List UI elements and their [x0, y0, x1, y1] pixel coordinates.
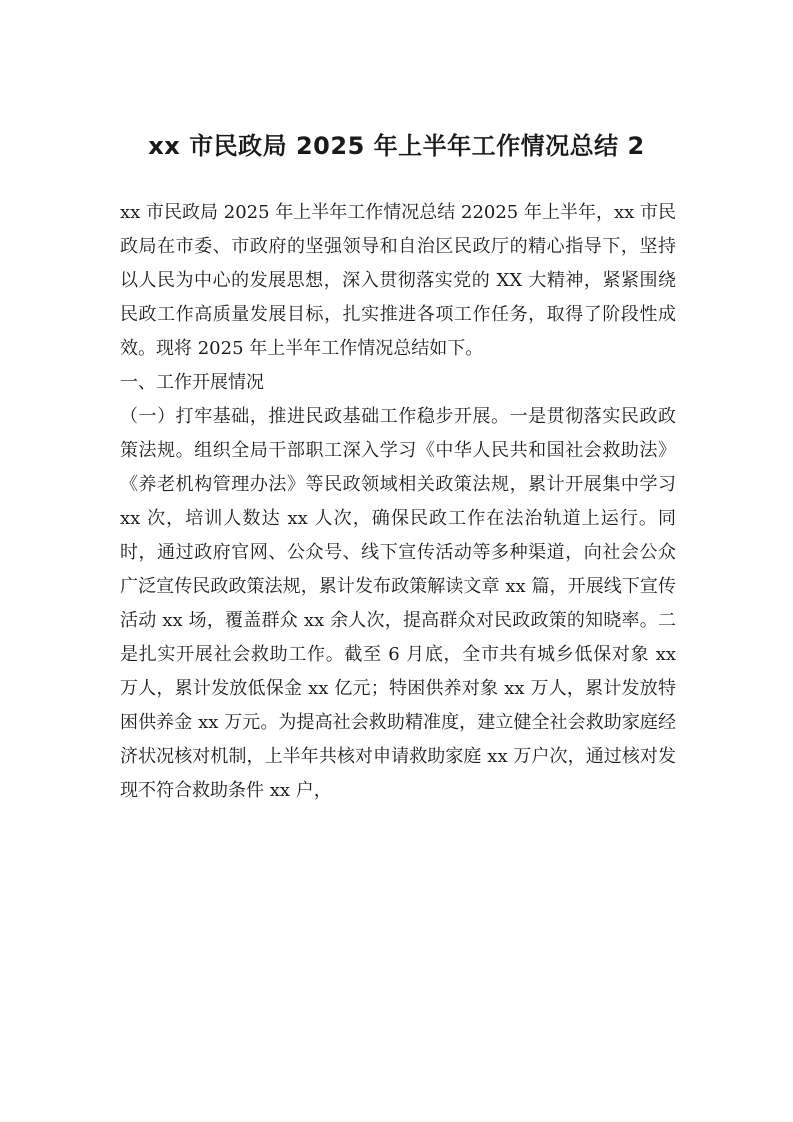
document-title: xx 市民政局 2025 年上半年工作情况总结 2 [148, 132, 645, 160]
intro-paragraph: xx 市民政局 2025 年上半年工作情况总结 22025 年上半年，xx 市民政局在市委、市政府的坚强领导和自治区民政厅的精心指导下，坚持以人民为中心的发展思想，深入贯彻落实党的 XX 大精神，紧紧围绕民政工作高质量发展目标，扎实推进各项工作任务，取得了阶段性成效。现将 2025 年上半年工作情况总结如下。 [120, 202, 677, 359]
section-paragraph: （一）打牢基础，推进民政基础工作稳步开展。一是贯彻落实民政政策法规。组织全局干部职工深入学习《中华人民共和国社会救助法》《养老机构管理办法》等民政领域相关政策法规，累计开展集中学习 xx 次，培训人数达 xx 人次，确保民政工作在法治轨道上运行。同时，通过政府官网、公众号、线下宣传活动等多种渠道，向社会公众广泛宣传民政政策法规，累计发布政策解读文章 xx 篇，开展线下宣传活动 xx 场，覆盖群众 xx 余人次，提高群众对民政政策的知晓率。二是扎实开展社会救助工作。截至 6 月底，全市共有城乡低保对象 xx 万人，累计发放低保金 xx 亿元；特困供养对象 xx 万人，累计发放特困供养金 xx 万元。为提高社会救助精准度，建立健全社会救助家庭经济状况核对机制，上半年共核对申请救助家庭 xx 万户次，通过核对发现不符合救助条件 xx 户， [120, 406, 676, 801]
document-body [120, 196, 676, 808]
section-heading: 一、工作开展情况 [120, 372, 264, 393]
